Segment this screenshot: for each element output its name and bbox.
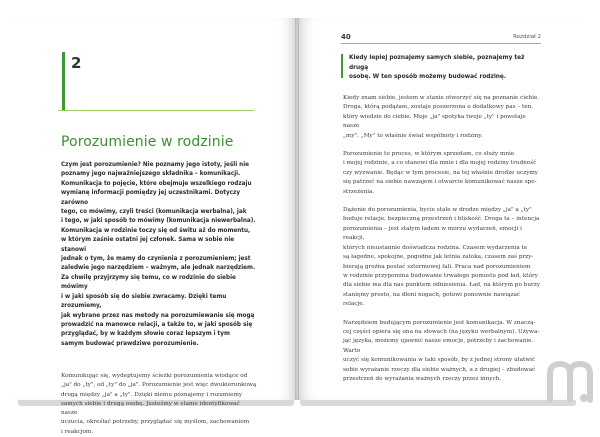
chapter-header	[58, 52, 254, 111]
text-line: strzeżenia.	[343, 188, 375, 195]
text-line: który wiedzie do ciebie. Moje „ja" spotyka twoje „ty" i powstaje nasze	[343, 113, 526, 130]
lead-line: Za chwilę przyjrzymy się temu, co w rodzinie do siebie mówimy	[61, 274, 236, 291]
body-line: uczucia, określać potrzeby, przyglądać się myślom, zachowaniom	[61, 419, 250, 426]
body-line: drogą między „ja" a „ty". Dzięki niemu poznajemy i rozumiemy	[61, 391, 243, 398]
paragraph-4	[343, 319, 541, 385]
text-line: Porozumienie to proces, w którym sprzedam, co służy mnie	[343, 151, 515, 158]
chapter-accent-bar	[62, 52, 65, 110]
lead-line: w którym zaśnie ostatni jej członek. Sama w sobie nie stanowi	[61, 237, 235, 253]
lead-line: jak wybrane przez nas metody na porozumiewanie się mogą	[61, 312, 255, 319]
page-number: 40	[341, 33, 351, 41]
left-page	[14, 18, 297, 435]
text-line: dla siebie ma dla nas punktem odniesienia. Ład, na którym po burzy	[343, 282, 540, 289]
lead-line: i tego, w jaki sposób to mówimy (komunikacja niewerbalna).	[61, 218, 256, 225]
lead-line: Czym jest porozumienie? Nie poznamy jego istoty, jeśli nie	[61, 162, 250, 168]
text-line: sobie wyrażanie rzeczy dla siebie ważnych, a z drugiej – zbudować	[343, 366, 536, 373]
body-line: Komunikując się, wydeptujemy ścieżki porozumienia wiodące od	[61, 373, 248, 379]
chapter-number: 2	[71, 54, 82, 72]
lead-line: przyglądać, by w każdym słowie coraz lepszym i tym	[61, 331, 230, 338]
paragraph-2	[343, 150, 541, 197]
text-line: Kiedy znam siebie, jestem w stanie otworzyć się na poznanie ciebie.	[343, 95, 540, 101]
lead-line: jednak o tym, że mamy do czynienia z porozumieniem; jest	[61, 256, 251, 263]
paragraph-1	[343, 94, 541, 141]
text-line: relacje.	[343, 301, 365, 308]
text-line: się patrzeć na siebie nawzajem i otwarcie komunikować nasze spo-	[343, 179, 537, 186]
lead-line: zaledwie jego narzędziem – ważnym, ale jednak narzędziem.	[61, 265, 256, 272]
open-book	[14, 18, 580, 435]
text-line: buduje relacje, bezpieczną przestrzeń i bliskość. Droga ta – intencja	[343, 216, 540, 223]
body-line: samych siebie i drugą osobę. Jesteśmy w stanie identyfikować nasze	[61, 400, 240, 417]
text-line: Dążenie do porozumienia, bycie stale w drodze między „ja" a „ty"	[343, 207, 532, 214]
text-line: „my". „My" to właśnie świat wspólnoty i rodziny.	[343, 132, 483, 139]
text-line: Droga, którą podążam, zostaje poszerzona o dodatkowy pas – ten,	[343, 104, 534, 111]
book-spine-shadow	[295, 18, 299, 400]
quote-line: osobę. W ten sposób możemy budować rodzinę.	[349, 74, 507, 81]
text-line: uczyć się komunikowania w taki sposób, by z jednej strony ułatwić	[343, 357, 536, 364]
lead-line: Komunikacja to pojęcie, które obejmuje wszelkiego rodzaju	[61, 180, 252, 187]
text-line: przestrzeń do wyrażania ważnych rzeczy przez innych.	[343, 375, 502, 382]
lead-line: samym budować prawdziwe porozumienie.	[61, 340, 199, 347]
text-line: i mojej rodzinie, a co stanowi dla mnie i dla mojej rodziny trudność	[343, 160, 537, 167]
lead-line: i w jaki sposób się do siebie zwracamy. Dzięki temu zrozumiemy,	[61, 293, 227, 310]
lead-line: wymianę informacji pomiędzy jej uczestnikami. Dotyczy zarówno	[61, 190, 241, 206]
body-line: „ja" do „ty", od „ty" do „ja". Porozumienie jest więc dwukierunkową	[61, 382, 257, 389]
text-line: czy wyzwanie. Będąc w tym procesie, na tej właśnie drodze uczymy	[343, 169, 539, 176]
body-line: i reakcjom.	[61, 428, 94, 435]
running-head-title: Rozdział 2	[513, 34, 541, 40]
body-paragraph	[61, 372, 257, 437]
text-line: Narzędziem budującym porozumienie jest komunikacja. W znaczą-	[343, 319, 536, 326]
publisher-logo-watermark-icon	[544, 354, 596, 410]
right-body	[343, 94, 541, 393]
quote-line: Kiedy lepiej poznajemy samych siebie, poznajemy też drugą	[349, 55, 525, 71]
text-line: są łagodne, spokojne, pogodne jak letnia zatoka, czasem zaś przy-	[343, 254, 534, 261]
lead-paragraph	[61, 161, 257, 349]
pull-quote	[341, 54, 539, 81]
running-header	[341, 33, 541, 44]
text-line: w rodzinie przypomina budowanie trwałego pomostu pod ład, który	[343, 272, 538, 279]
text-line: cej części opiera się ona na słowach (na języku werbalnym). Używa-	[343, 328, 540, 335]
section-title: Porozumienie w rodzinie	[61, 134, 234, 150]
lead-line: prowadzić na manowce relacji, a także to, w jaki sposób się	[61, 321, 253, 328]
lead-line: poznamy jego najważniejszego składnika – komunikacji.	[61, 171, 241, 178]
text-line: porozumienia – jest stałym ładem w morzu wydarzeń, emocji i reakcji,	[343, 225, 522, 242]
lead-line: Komunikacja w rodzinie toczy się od świtu aż do momentu,	[61, 227, 251, 234]
text-line: jąc języka, możemy ujawnić nasze emocje, potrzeby i zachowanie. Warto	[343, 338, 534, 354]
lead-line: tego, co mówimy, czyli treści (komunikacja werbalna), jak	[61, 209, 247, 216]
text-line: których nieustannie doświadcza rodzina. Czasem wydarzenia te	[343, 244, 528, 251]
right-page	[297, 18, 580, 400]
text-line: bierają groźna postać sztormowej fali. Praca nad porozumieniem	[343, 263, 531, 270]
paragraph-3	[343, 206, 541, 309]
text-line: stanięmy prosto, na dłoni nogach, gotowi ponownie nawiązać	[343, 291, 521, 298]
